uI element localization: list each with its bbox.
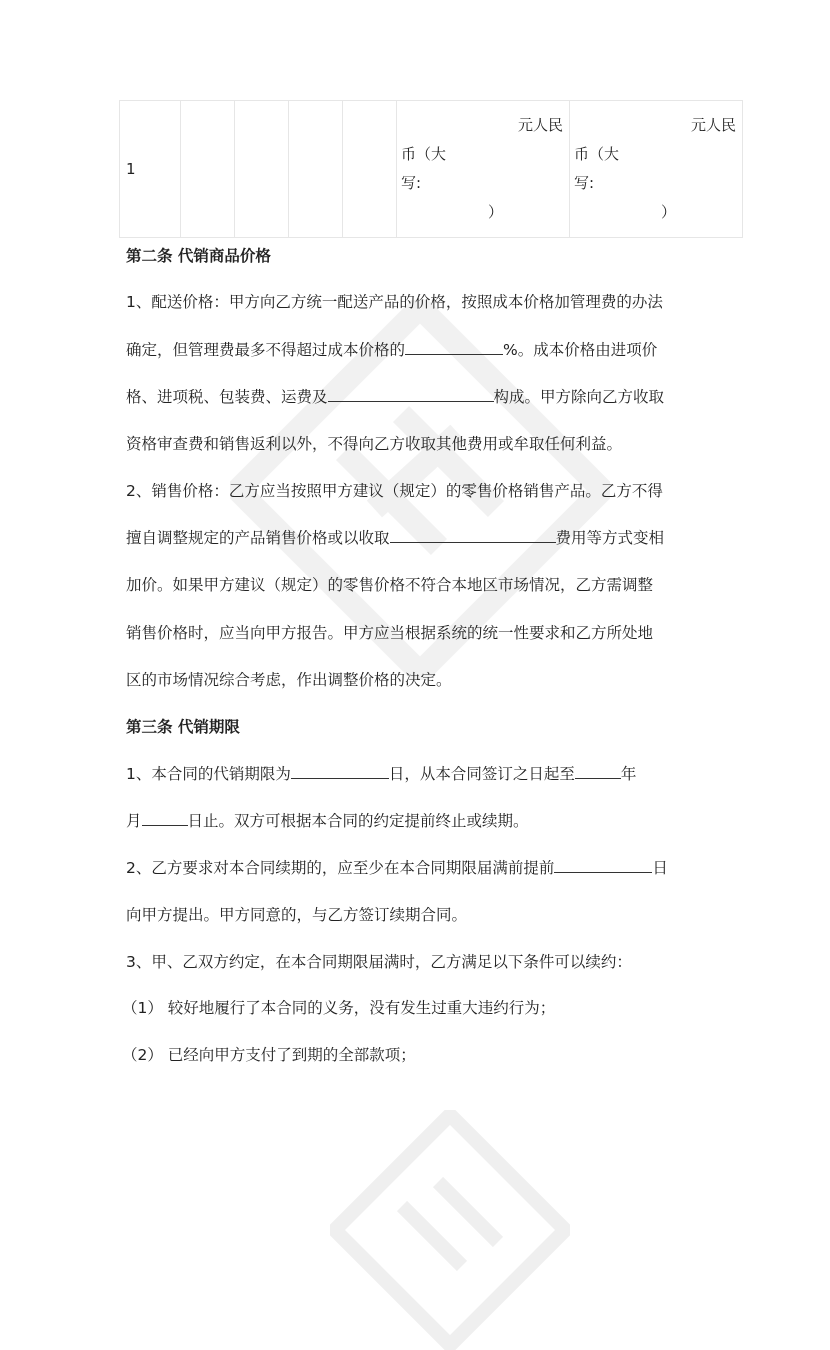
paragraph-line: 2、销售价格：乙方应当按照甲方建议（规定）的零售价格销售产品。乙方不得 — [126, 482, 663, 500]
amount-cell-1 — [397, 101, 570, 238]
condition-item: （1） 较好地履行了本合同的义务，没有发生过重大违约行为； — [122, 999, 556, 1017]
paragraph-line — [126, 858, 706, 878]
text: 确定，但管理费最多不得超过成本价格的 — [126, 341, 406, 359]
empty-cell — [343, 101, 397, 238]
table-row — [120, 101, 743, 238]
empty-cell — [181, 101, 235, 238]
paragraph-line: 区的市场情况综合考虑，作出调整价格的决定。 — [126, 671, 452, 689]
fill-blank[interactable] — [390, 528, 556, 543]
text: 1、本合同的代销期限为 — [126, 765, 291, 783]
amount-text: 元人民 — [517, 116, 563, 134]
paragraph-line — [126, 340, 706, 360]
amount-text: ） — [487, 203, 503, 221]
amount-text: 币（大 — [401, 145, 447, 163]
section-3-title: 第三条 代销期限 — [126, 718, 240, 736]
amount-text: 写: — [401, 174, 422, 192]
section-2-title: 第二条 代销商品价格 — [126, 247, 271, 265]
paragraph-line: 加价。如果甲方建议（规定）的零售价格不符合本地区市场情况，乙方需调整 — [126, 576, 654, 594]
paragraph-line — [126, 811, 706, 831]
empty-cell — [235, 101, 289, 238]
fill-blank[interactable] — [554, 858, 652, 873]
fill-blank[interactable] — [142, 811, 188, 826]
fill-blank[interactable] — [405, 340, 503, 355]
amount-text: 写: — [574, 174, 595, 192]
text: %。成本价格由进项价 — [503, 341, 658, 359]
text: 日止。双方可根据本合同的约定提前终止或续期。 — [187, 812, 529, 830]
amount-text: ） — [660, 203, 676, 221]
price-table — [119, 100, 743, 238]
paragraph-line — [126, 387, 706, 407]
text: 月 — [126, 812, 142, 830]
paragraph-line: 1、配送价格：甲方向乙方统一配送产品的价格，按照成本价格加管理费的办法 — [126, 293, 663, 311]
empty-cell — [289, 101, 343, 238]
text: 构成。甲方除向乙方收取 — [493, 388, 665, 406]
row-index-cell: 1 — [120, 101, 181, 238]
text: 格、进项税、包装费、运费及 — [126, 388, 328, 406]
amount-text: 元人民 — [690, 116, 736, 134]
paragraph-line — [126, 764, 706, 784]
watermark-logo-icon-bottom — [330, 1110, 570, 1350]
amount-text: 币（大 — [574, 145, 620, 163]
text: 年 — [620, 765, 637, 783]
paragraph-line: 资格审查费和销售返利以外，不得向乙方收取其他费用或牟取任何利益。 — [126, 435, 623, 453]
text: 2、乙方要求对本合同续期的，应至少在本合同期限届满前提前 — [126, 859, 555, 877]
paragraph-line: 销售价格时，应当向甲方报告。甲方应当根据系统的统一性要求和乙方所处地 — [126, 624, 654, 642]
paragraph-line: 3、甲、乙双方约定，在本合同期限届满时，乙方满足以下条件可以续约： — [126, 953, 632, 971]
condition-item: （2） 已经向甲方支付了到期的全部款项； — [122, 1046, 416, 1064]
text: 日，从本合同签订之日起至 — [388, 765, 575, 783]
text: 擅自调整规定的产品销售价格或以收取 — [126, 529, 390, 547]
fill-blank[interactable] — [328, 387, 494, 402]
amount-cell-2 — [570, 101, 743, 238]
fill-blank[interactable] — [291, 764, 389, 779]
fill-blank[interactable] — [575, 764, 621, 779]
text: 费用等方式变相 — [555, 529, 665, 547]
paragraph-line: 向甲方提出。甲方同意的，与乙方签订续期合同。 — [126, 906, 468, 924]
text: 日 — [652, 859, 668, 877]
paragraph-line — [126, 528, 706, 548]
